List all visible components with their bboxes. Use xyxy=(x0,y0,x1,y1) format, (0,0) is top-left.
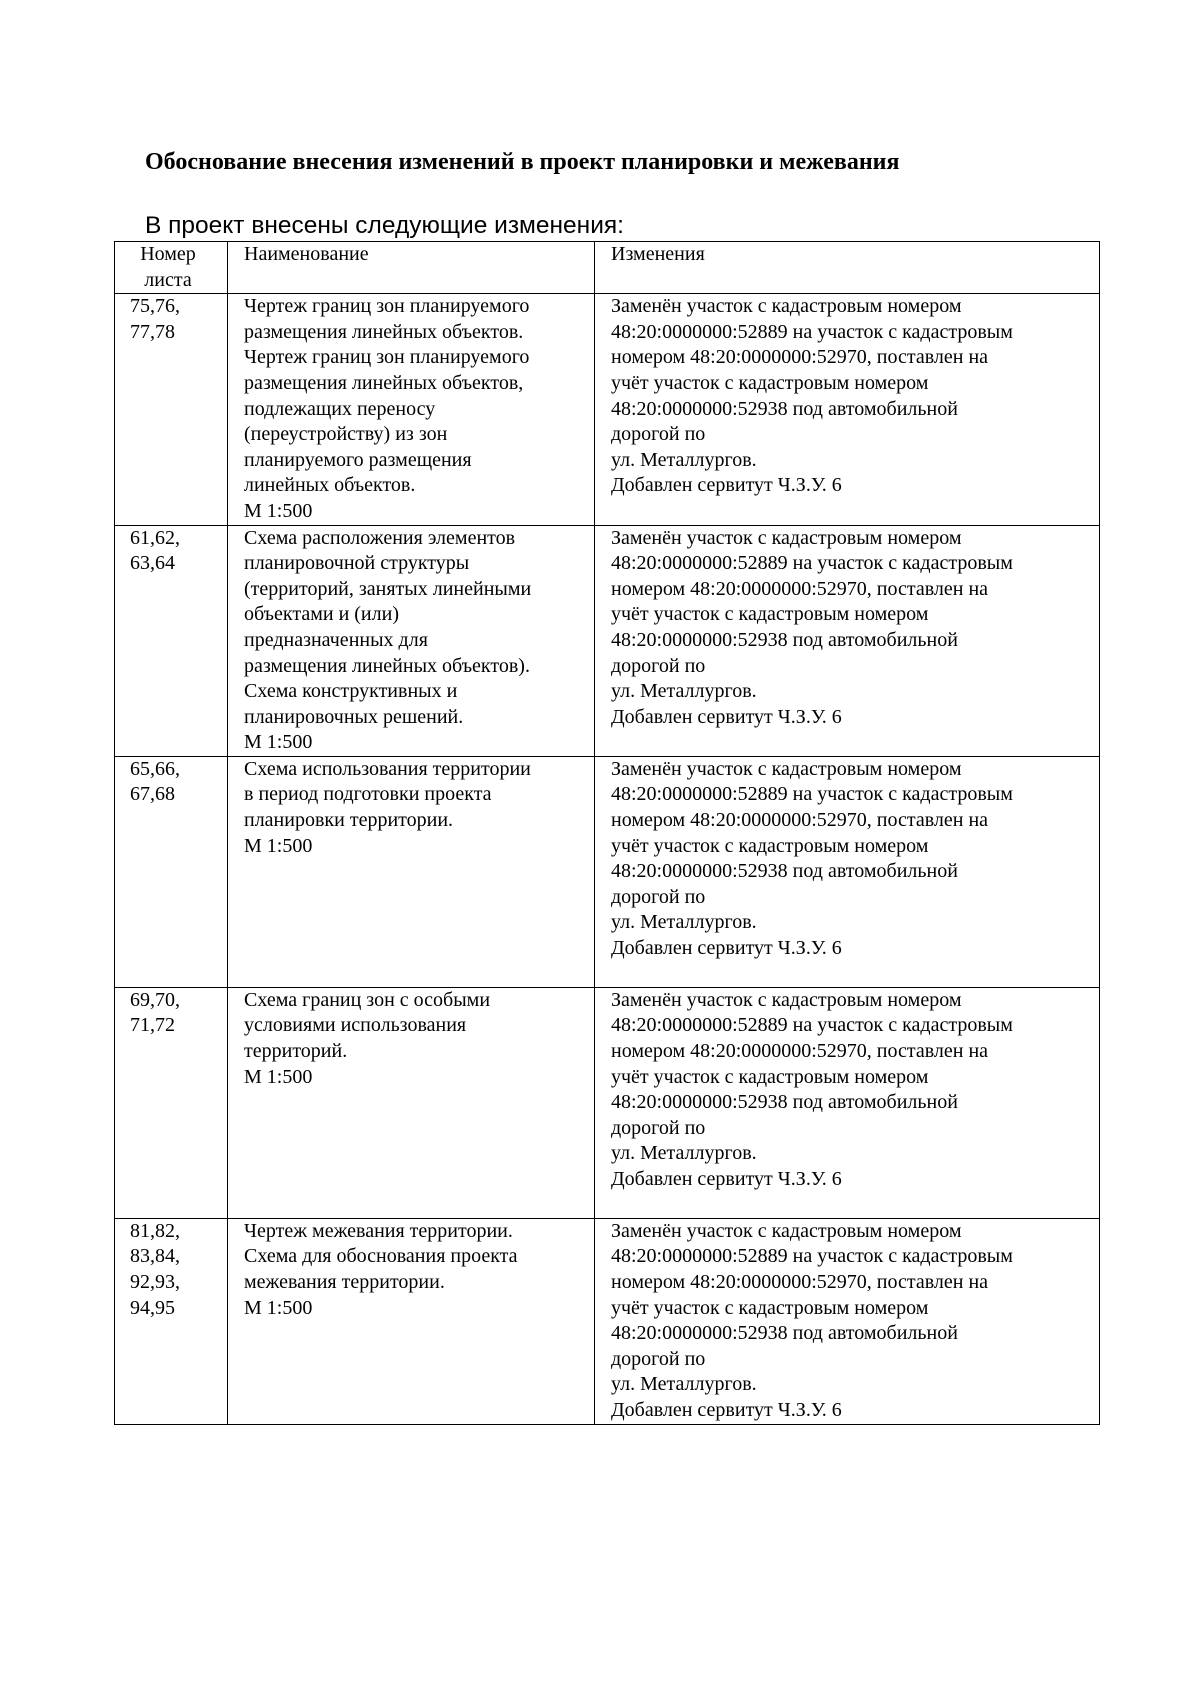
changes-line: номером 48:20:0000000:52970, поставлен на xyxy=(611,1040,989,1063)
changes-line: ул. Металлургов. xyxy=(611,448,757,471)
sheet-number-line: 75,76, xyxy=(130,295,180,318)
sheet-number-line: 63,64 xyxy=(130,552,175,575)
sheet-number-line: 94,95 xyxy=(130,1296,175,1319)
sheet-name-line: Чертеж межевания территории. xyxy=(244,1219,513,1242)
changes-line: учёт участок с кадастровым номером xyxy=(611,603,929,626)
sheet-name-line: подлежащих переносу xyxy=(244,397,436,420)
sheet-number-line: 81,82, xyxy=(130,1219,180,1242)
changes-line: номером 48:20:0000000:52970, поставлен на xyxy=(611,346,989,369)
changes-line: Заменён участок с кадастровым номером xyxy=(611,988,962,1011)
sheet-name-line: Схема для обоснования проекта xyxy=(244,1245,518,1268)
changes-line: Заменён участок с кадастровым номером xyxy=(611,295,962,318)
changes-cell xyxy=(595,525,1100,756)
sheet-name-line: (переустройству) из зон xyxy=(244,423,448,446)
changes-cell xyxy=(595,1218,1100,1424)
changes-line: 48:20:0000000:52938 под автомобильной xyxy=(611,628,958,651)
sheet-name-cell xyxy=(228,525,595,756)
changes-cell xyxy=(595,756,1100,987)
changes-line: 48:20:0000000:52938 под автомобильной xyxy=(611,860,958,883)
changes-line: учёт участок с кадастровым номером xyxy=(611,1065,929,1088)
changes-line: ул. Металлургов. xyxy=(611,1373,757,1396)
changes-table xyxy=(114,241,1100,1425)
changes-line: номером 48:20:0000000:52970, поставлен на xyxy=(611,1271,989,1294)
sheet-number-cell xyxy=(115,1218,228,1424)
sheet-name-line: М 1:500 xyxy=(244,1296,313,1319)
sheet-number-line: 61,62, xyxy=(130,526,180,549)
sheet-name-line: планировочной структуры xyxy=(244,552,470,575)
sheet-number-line: 83,84, xyxy=(130,1245,180,1268)
sheet-number-line: 77,78 xyxy=(130,320,175,343)
sheet-name-line: объектами и (или) xyxy=(244,603,399,626)
changes-cell xyxy=(595,987,1100,1218)
document-title: Обоснование внесения изменений в проект планировки и межевания xyxy=(145,149,900,175)
changes-line: Заменён участок с кадастровым номером xyxy=(611,1219,962,1242)
changes-line: 48:20:0000000:52889 на участок с кадастровым xyxy=(611,1245,1013,1268)
sheet-name-line: условиями использования xyxy=(244,1014,467,1037)
changes-line: 48:20:0000000:52938 под автомобильной xyxy=(611,1322,958,1345)
sheet-name-line: размещения линейных объектов, xyxy=(244,371,524,394)
sheet-name-cell xyxy=(228,294,595,525)
changes-line: учёт участок с кадастровым номером xyxy=(611,834,929,857)
sheet-name-line: планировки территории. xyxy=(244,809,454,832)
sheet-name-cell xyxy=(228,756,595,987)
sheet-number-line: 65,66, xyxy=(130,757,180,780)
changes-line: номером 48:20:0000000:52970, поставлен на xyxy=(611,577,989,600)
changes-cell xyxy=(595,294,1100,525)
changes-line: ул. Металлургов. xyxy=(611,911,757,934)
changes-line: Добавлен сервитут Ч.З.У. 6 xyxy=(611,1399,842,1422)
sheet-name-line: территорий. xyxy=(244,1040,348,1063)
header-number-line1: Номер xyxy=(140,243,196,265)
sheet-name-line: М 1:500 xyxy=(244,834,313,857)
sheet-name-cell xyxy=(228,987,595,1218)
sheet-name-line: размещения линейных объектов). xyxy=(244,654,530,677)
changes-line: ул. Металлургов. xyxy=(611,680,757,703)
sheet-name-line: М 1:500 xyxy=(244,499,313,522)
changes-line: 48:20:0000000:52938 под автомобильной xyxy=(611,397,958,420)
changes-line: учёт участок с кадастровым номером xyxy=(611,371,929,394)
sheet-number-cell xyxy=(115,294,228,525)
changes-line: ул. Металлургов. xyxy=(611,1142,757,1165)
changes-line: Добавлен сервитут Ч.З.У. 6 xyxy=(611,705,842,728)
sheet-number-cell xyxy=(115,987,228,1218)
sheet-name-line: Схема расположения элементов xyxy=(244,526,516,549)
changes-line: Добавлен сервитут Ч.З.У. 6 xyxy=(611,1168,842,1191)
changes-line: 48:20:0000000:52938 под автомобильной xyxy=(611,1091,958,1114)
sheet-name-line: Чертеж границ зон планируемого xyxy=(244,295,530,318)
changes-line: 48:20:0000000:52889 на участок с кадастровым xyxy=(611,783,1013,806)
sheet-number-line: 92,93, xyxy=(130,1271,180,1294)
sheet-number-line: 69,70, xyxy=(130,988,180,1011)
sheet-name-line: М 1:500 xyxy=(244,731,313,754)
changes-line: номером 48:20:0000000:52970, поставлен на xyxy=(611,809,989,832)
changes-line: дорогой по xyxy=(611,423,706,446)
header-name: Наименование xyxy=(228,242,595,294)
table-row xyxy=(115,294,1100,525)
table-header-row xyxy=(115,242,1100,294)
header-sheet-number xyxy=(115,242,228,294)
changes-line: Добавлен сервитут Ч.З.У. 6 xyxy=(611,474,842,497)
sheet-number-line: 71,72 xyxy=(130,1014,175,1037)
sheet-number-cell xyxy=(115,756,228,987)
changes-line: Добавлен сервитут Ч.З.У. 6 xyxy=(611,937,842,960)
changes-line: дорогой по xyxy=(611,1116,706,1139)
sheet-name-line: в период подготовки проекта xyxy=(244,783,492,806)
sheet-number-line: 67,68 xyxy=(130,783,175,806)
sheet-name-line: Схема границ зон с особыми xyxy=(244,988,491,1011)
changes-line: Заменён участок с кадастровым номером xyxy=(611,526,962,549)
sheet-name-line: предназначенных для xyxy=(244,628,428,651)
sheet-name-line: Чертеж границ зон планируемого xyxy=(244,346,530,369)
table-body xyxy=(115,294,1100,1424)
sheet-name-line: линейных объектов. xyxy=(244,474,416,497)
intro-text: В проект внесены следующие изменения: xyxy=(145,212,624,239)
table-row xyxy=(115,987,1100,1218)
header-number-line2: листа xyxy=(144,268,192,291)
header-changes: Изменения xyxy=(595,242,1100,294)
sheet-number-cell xyxy=(115,525,228,756)
sheet-name-line: планировочных решений. xyxy=(244,705,464,728)
changes-line: Заменён участок с кадастровым номером xyxy=(611,757,962,780)
changes-line: 48:20:0000000:52889 на участок с кадастровым xyxy=(611,552,1013,575)
table-row xyxy=(115,1218,1100,1424)
sheet-name-line: (территорий, занятых линейными xyxy=(244,577,532,600)
sheet-name-cell xyxy=(228,1218,595,1424)
sheet-name-line: Схема использования территории xyxy=(244,757,531,780)
changes-line: дорогой по xyxy=(611,1347,706,1370)
changes-line: дорогой по xyxy=(611,654,706,677)
changes-line: 48:20:0000000:52889 на участок с кадастровым xyxy=(611,320,1013,343)
sheet-name-line: межевания территории. xyxy=(244,1271,445,1294)
table-row xyxy=(115,756,1100,987)
changes-line: 48:20:0000000:52889 на участок с кадастровым xyxy=(611,1014,1013,1037)
changes-line: дорогой по xyxy=(611,885,706,908)
sheet-name-line: размещения линейных объектов. xyxy=(244,320,524,343)
sheet-name-line: Схема конструктивных и xyxy=(244,680,458,703)
sheet-name-line: планируемого размещения xyxy=(244,448,472,471)
table-row xyxy=(115,525,1100,756)
sheet-name-line: М 1:500 xyxy=(244,1065,313,1088)
changes-line: учёт участок с кадастровым номером xyxy=(611,1296,929,1319)
